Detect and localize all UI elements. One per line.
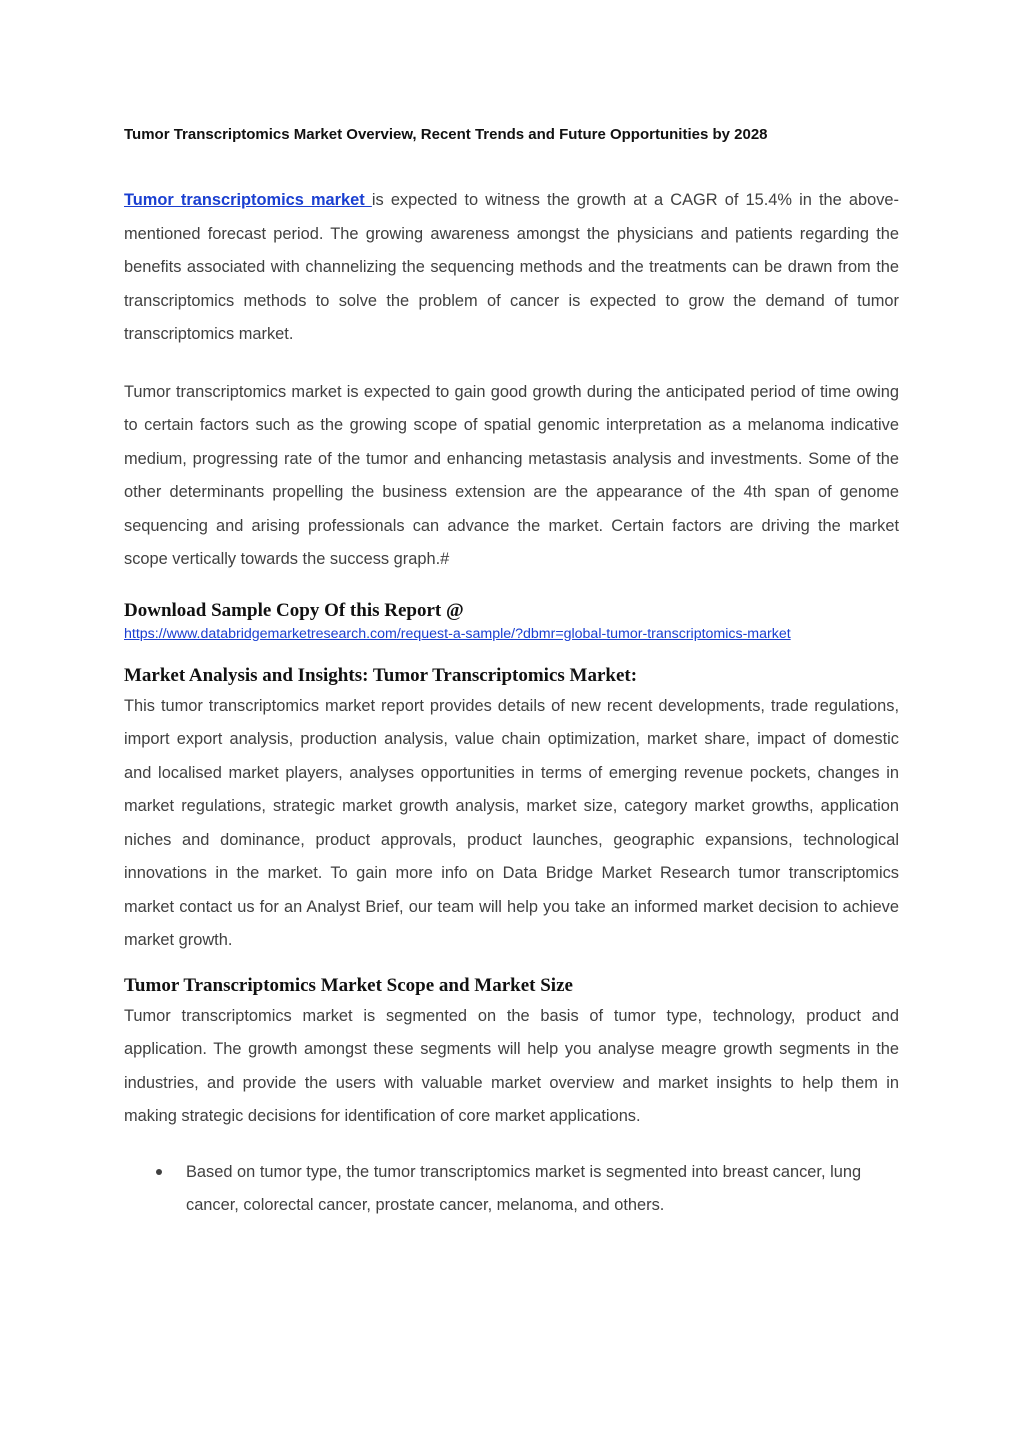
spacer: [124, 958, 899, 974]
spacer: [124, 352, 899, 376]
spacer: [124, 646, 899, 664]
bullet-icon: [156, 1169, 162, 1175]
bullet-text: Based on tumor type, the tumor transcriptomics market is segmented into breast cancer, lung cancer, colorectal cancer, prostate cancer, melanoma, and others.: [186, 1162, 862, 1214]
analysis-paragraph: This tumor transcriptomics market report provides details of new recent developments, trade regulations, import export analysis, production analysis, value chain optimization, market share, impact of domestic and localised market players, analyses opportunities in terms of emerging revenue pockets, changes in market regulations, strategic market growth analysis, market size, category market growths, application niches and dominance, product approvals, product launches, geographic expansions, technological innovations in the market. To gain more info on Data Bridge Market Research tumor transcriptomics market contact us for an Analyst Brief, our team will help you take an informed market decision to achieve market growth.: [124, 696, 899, 949]
segment-list: [124, 1156, 899, 1223]
scope-paragraph: Tumor transcriptomics market is segmented on the basis of tumor type, technology, product and application. The growth amongst these segments will help you analyse meagre growth segments in the industries, and provide the users with valuable market overview and market insights to help them in making strategic decisions for identification of core market applications.: [124, 1006, 899, 1125]
document-title: Tumor Transcriptomics Market Overview, Recent Trends and Future Opportunities by 2028: [124, 126, 768, 143]
growth-paragraph: Tumor transcriptomics market is expected to gain good growth during the anticipated period of time owing to certain factors such as the growing scope of spatial genomic interpretation as a melanoma indicative medium, progressing rate of the tumor and enhancing metastasis analysis and investments. Some of the other determinants propelling the business extension are the appearance of the 4th span of genome sequencing and arising professionals can advance the market. Certain factors are driving the market scope vertically towards the success graph.#: [124, 382, 899, 568]
spacer: [124, 1134, 899, 1156]
sample-report-link[interactable]: https://www.databridgemarketresearch.com/request-a-sample/?dbmr=global-tumor-transcriptomics-market: [124, 625, 791, 642]
analysis-heading: Market Analysis and Insights: Tumor Transcriptomics Market:: [124, 664, 638, 686]
download-heading: Download Sample Copy Of this Report @: [124, 599, 464, 621]
document-page: [124, 118, 899, 1223]
list-item: [124, 1156, 899, 1223]
intro-paragraph: [124, 184, 899, 352]
spacer: [124, 577, 899, 599]
market-link[interactable]: Tumor transcriptomics market: [124, 191, 372, 209]
scope-heading: Tumor Transcriptomics Market Scope and Market Size: [124, 974, 573, 996]
intro-text: is expected to witness the growth at a CAGR of 15.4% in the above-mentioned forecast period. The growing awareness amongst the physicians and patients regarding the benefits associated with channelizing the sequencing methods and the treatments can be drawn from the transcriptomics methods to solve the problem of cancer is expected to grow the demand of tumor transcriptomics market.: [124, 191, 899, 343]
